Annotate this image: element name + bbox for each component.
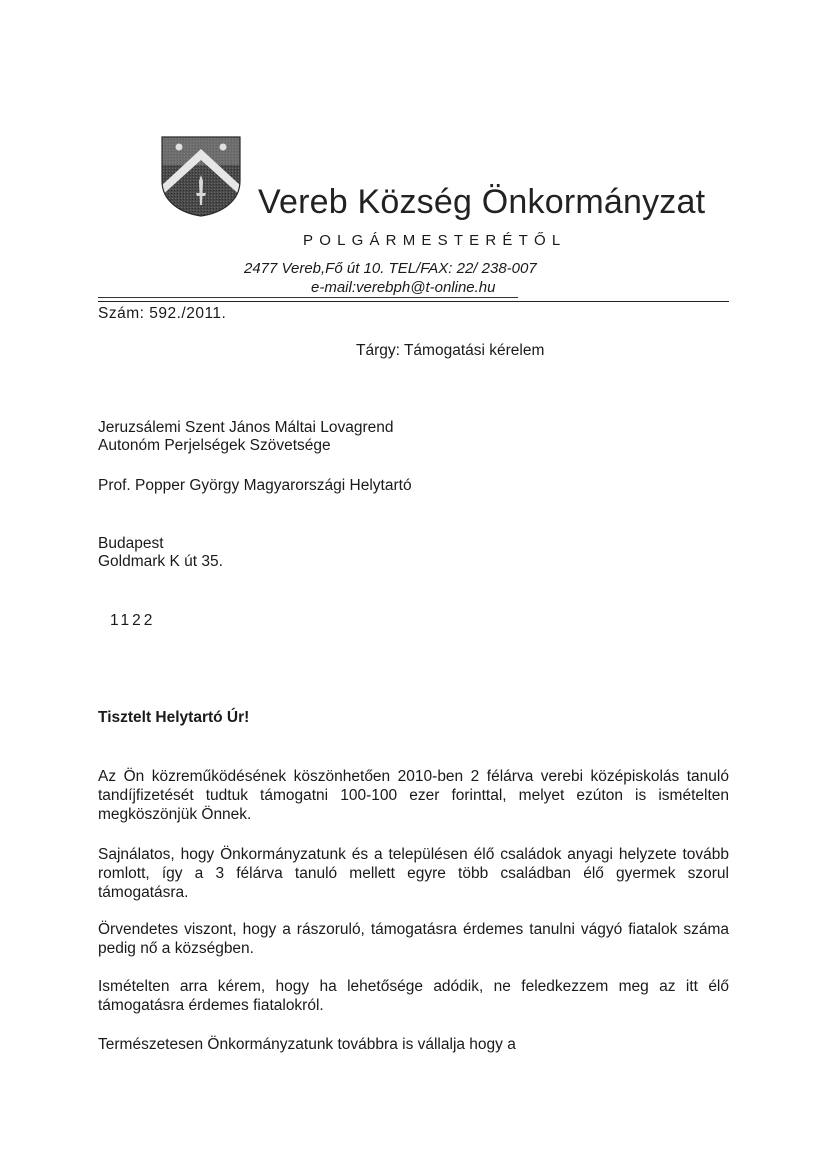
recipient-org-line2: Autonóm Perjelségek Szövetsége bbox=[98, 437, 331, 454]
recipient-person: Prof. Popper György Magyarországi Helytartó bbox=[98, 477, 412, 494]
recipient-org-line1: Jeruzsálemi Szent János Máltai Lovagrend bbox=[98, 419, 394, 436]
salutation: Tisztelt Helytartó Úr! bbox=[98, 709, 250, 726]
letterhead-subtitle: POLGÁRMESTERÉTŐL bbox=[303, 232, 567, 249]
coat-of-arms-icon bbox=[160, 135, 242, 217]
divider-line-thin bbox=[98, 297, 518, 298]
reference-number: Szám: 592./2011. bbox=[98, 305, 227, 322]
organization-name: Vereb Község Önkormányzat bbox=[258, 183, 706, 221]
body-paragraph-4: Ismételten arra kérem, hogy ha lehetősége adódik, ne feledkezzem meg az itt élő támogatásra érdemes fiatalokról. bbox=[98, 978, 729, 1014]
recipient-street: Goldmark K út 35. bbox=[98, 553, 223, 570]
body-paragraph-2: Sajnálatos, hogy Önkormányzatunk és a településen élő családok anyagi helyzete tovább romlott, így a 3 félárva tanuló mellett egyre több családban élő gyermek szorul támogatásra. bbox=[98, 846, 729, 901]
subject-line: Tárgy: Támogatási kérelem bbox=[356, 342, 545, 359]
recipient-postcode: 1122 bbox=[110, 612, 156, 629]
body-paragraph-1: Az Ön közreműködésének köszönhetően 2010-ben 2 félárva verebi középiskolás tanuló tandíjfizetését tudtuk támogatni 100-100 ezer forinttal, melyet ezúton is ismételten megköszönjük Önnek. bbox=[98, 768, 729, 823]
body-paragraph-5: Természetesen Önkormányzatunk továbbra is vállalja hogy a bbox=[98, 1036, 516, 1053]
divider-line bbox=[98, 301, 729, 302]
recipient-city: Budapest bbox=[98, 535, 164, 552]
body-paragraph-3: Örvendetes viszont, hogy a rászoruló, támogatásra érdemes tanulni vágyó fiatalok száma pedig nő a községben. bbox=[98, 921, 729, 957]
letterhead-address: 2477 Vereb,Fő út 10. TEL/FAX: 22/ 238-007 bbox=[244, 260, 537, 277]
letterhead-email: e-mail:verebph@t-online.hu bbox=[311, 279, 496, 296]
